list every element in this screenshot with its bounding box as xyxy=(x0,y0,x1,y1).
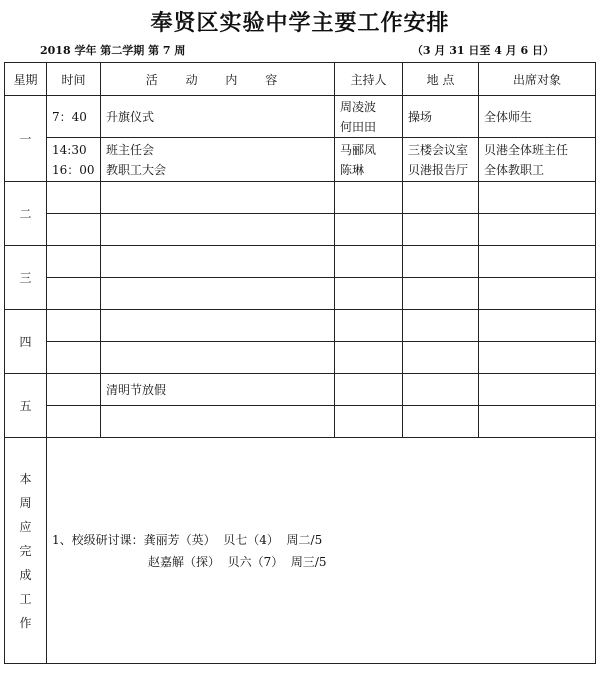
host-name: 马郦凤 xyxy=(340,142,377,157)
work-label-char: 本 xyxy=(19,471,32,486)
time-cell xyxy=(47,138,101,182)
table-row xyxy=(5,96,596,138)
host-cell xyxy=(335,310,403,342)
audience-cell xyxy=(479,214,596,246)
audience-cell xyxy=(479,278,596,310)
work-label-char: 完 xyxy=(19,543,32,558)
activity-value: 班主任会 xyxy=(106,142,155,157)
day-friday: 五 xyxy=(5,374,47,438)
host-cell xyxy=(335,138,403,182)
time-cell xyxy=(47,278,101,310)
time-cell xyxy=(47,246,101,278)
header-activity: 活 动 内 容 xyxy=(101,63,335,96)
place-cell xyxy=(403,310,479,342)
activity-cell xyxy=(101,214,335,246)
work-label-char: 作 xyxy=(19,615,32,630)
table-row xyxy=(5,374,596,406)
time-cell xyxy=(47,310,101,342)
time-cell xyxy=(47,406,101,438)
table-row xyxy=(5,342,596,374)
place-cell xyxy=(403,182,479,214)
audience-value: 全体教职工 xyxy=(484,162,545,177)
time-cell xyxy=(47,214,101,246)
work-item: 1、校级研讨课：龚丽芳（英） 贝七（4） 周二/5 xyxy=(52,532,323,547)
audience-cell xyxy=(479,310,596,342)
table-row xyxy=(5,182,596,214)
activity-cell: 升旗仪式 xyxy=(101,96,335,138)
table-row xyxy=(5,278,596,310)
weekly-work-row xyxy=(5,438,596,664)
day-monday: 一 xyxy=(5,96,47,182)
audience-cell xyxy=(479,406,596,438)
host-name: 何田田 xyxy=(340,119,377,134)
work-label-char: 成 xyxy=(19,567,32,582)
place-cell: 操场 xyxy=(403,96,479,138)
place-cell xyxy=(403,138,479,182)
term-info: 2018 学年 第二学期 第 7 周 xyxy=(40,44,186,57)
time-cell: 7：40 xyxy=(47,96,101,138)
activity-cell xyxy=(101,406,335,438)
schedule-table xyxy=(4,62,596,664)
activity-cell: 清明节放假 xyxy=(101,374,335,406)
host-cell xyxy=(335,246,403,278)
header-place: 地 点 xyxy=(403,63,479,96)
audience-cell xyxy=(479,246,596,278)
place-value: 贝港报告厅 xyxy=(408,162,469,177)
place-value: 三楼会议室 xyxy=(408,142,469,157)
time-value: 16：00 xyxy=(52,162,95,177)
host-name: 周凌波 xyxy=(340,99,377,114)
activity-cell xyxy=(101,246,335,278)
place-cell xyxy=(403,374,479,406)
time-cell xyxy=(47,182,101,214)
host-cell xyxy=(335,406,403,438)
host-cell xyxy=(335,96,403,138)
day-thursday: 四 xyxy=(5,310,47,374)
host-cell xyxy=(335,342,403,374)
host-cell xyxy=(335,278,403,310)
host-cell xyxy=(335,214,403,246)
header-host: 主持人 xyxy=(335,63,403,96)
place-cell xyxy=(403,278,479,310)
activity-cell xyxy=(101,138,335,182)
audience-cell xyxy=(479,374,596,406)
weekly-work-content xyxy=(47,438,596,664)
table-row xyxy=(5,406,596,438)
place-cell xyxy=(403,246,479,278)
audience-value: 贝港全体班主任 xyxy=(484,142,569,157)
audience-cell: 全体师生 xyxy=(479,96,596,138)
header-day: 星期 xyxy=(5,63,47,96)
activity-cell xyxy=(101,278,335,310)
work-label-char: 工 xyxy=(19,591,32,606)
header-row xyxy=(5,63,596,96)
header-time: 时间 xyxy=(47,63,101,96)
work-label-char: 应 xyxy=(19,519,32,534)
time-cell xyxy=(47,342,101,374)
weekly-work-label xyxy=(5,438,47,664)
activity-cell xyxy=(101,342,335,374)
host-cell xyxy=(335,182,403,214)
time-cell xyxy=(47,374,101,406)
table-row xyxy=(5,138,596,182)
day-tuesday: 二 xyxy=(5,182,47,246)
audience-cell xyxy=(479,182,596,214)
time-value: 14:30 xyxy=(52,142,87,157)
date-range: （3 月 31 日至 4 月 6 日） xyxy=(411,44,554,57)
audience-cell xyxy=(479,342,596,374)
audience-cell xyxy=(479,138,596,182)
place-cell xyxy=(403,406,479,438)
work-item: 赵嘉解（探） 贝六（7） 周三/5 xyxy=(148,554,327,569)
document-title: 奉贤区实验中学主要工作安排 xyxy=(150,10,450,36)
activity-cell xyxy=(101,182,335,214)
work-label-char: 周 xyxy=(19,495,32,510)
host-name: 陈琳 xyxy=(340,162,365,177)
place-cell xyxy=(403,342,479,374)
activity-cell xyxy=(101,310,335,342)
table-row xyxy=(5,246,596,278)
host-cell xyxy=(335,374,403,406)
day-wednesday: 三 xyxy=(5,246,47,310)
place-cell xyxy=(403,214,479,246)
table-row xyxy=(5,310,596,342)
table-row xyxy=(5,214,596,246)
activity-value: 教职工大会 xyxy=(106,162,167,177)
header-audience: 出席对象 xyxy=(479,63,596,96)
